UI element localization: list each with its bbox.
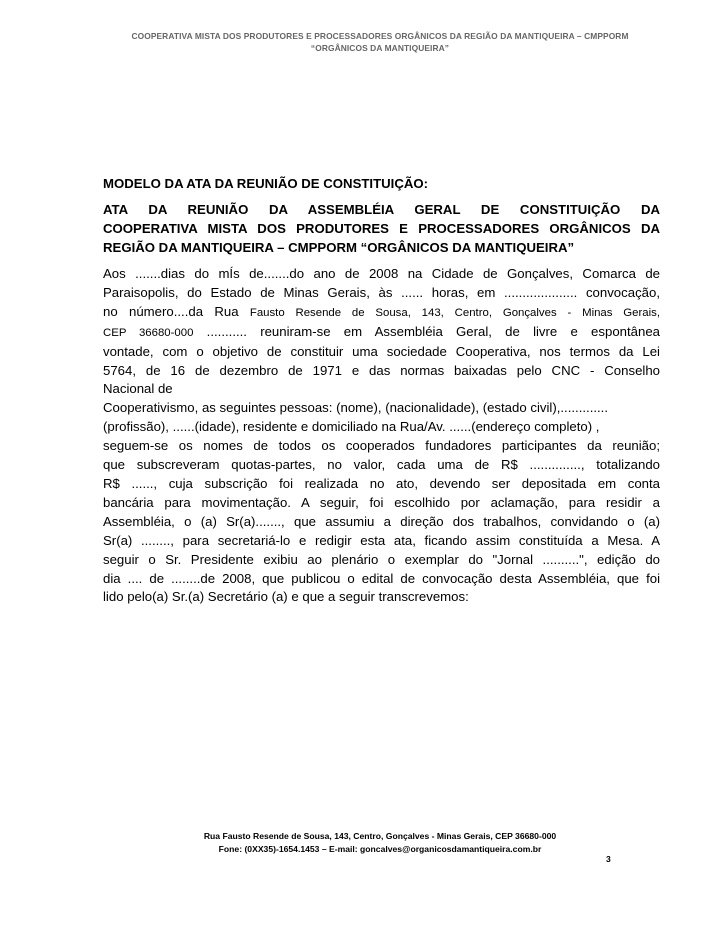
body-line-part: ........... reuniram-se em Assembléia Geral, de livre e espontânea	[206, 323, 660, 339]
body-line: (profissão), ......(idade), residente e domiciliado na Rua/Av. ......(endereço completo) ,	[103, 419, 600, 435]
body-line	[103, 303, 660, 323]
footer-contact: Fone: (0XX35)-1654.1453 – E-mail: goncalves@organicosdamantiqueira.com.br	[218, 843, 542, 854]
body-line	[103, 323, 660, 343]
body-line: Assembléia, o (a) Sr(a)......., que assumiu a direção dos trabalhos, convidando o (a)	[103, 513, 660, 529]
body-line: R$ ......, cuja subscrição foi realizada no ato, devendo ser depositada em conta	[103, 475, 660, 491]
ata-title-line: ATA DA REUNIÃO DA ASSEMBLÉIA GERAL DE CONSTITUIÇÃO DA	[103, 202, 660, 217]
body-line: seguem-se os nomes de todos os cooperados fundadores participantes da reunião;	[103, 438, 660, 454]
address-inline: Fausto Resende de Sousa, 143, Centro, Gonçalves - Minas Gerais,	[249, 306, 660, 319]
page-number: 3	[606, 854, 611, 864]
cep-inline: CEP 36680-000	[103, 326, 194, 339]
section-title: MODELO DA ATA DA REUNIÃO DE CONSTITUIÇÃO:	[103, 176, 429, 191]
body-line: lido pelo(a) Sr.(a) Secretário (a) e que a seguir transcrevemos:	[103, 589, 469, 605]
ata-title	[103, 201, 660, 257]
body-line: vontade, com o objetivo de constituir uma sociedade Cooperativa, nos termos da Lei	[103, 343, 660, 359]
header-organization-alias: “ORGÂNICOS DA MANTIQUEIRA”	[310, 43, 450, 53]
body-line: Aos .......dias do mÍs de.......do ano de 2008 na Cidade de Gonçalves, Comarca de	[103, 266, 660, 281]
ata-body	[103, 265, 660, 607]
body-line: Nacional de	[103, 381, 173, 397]
ata-title-line: COOPERATIVA MISTA DOS PRODUTORES E PROCESSADORES ORGÂNICOS DA	[103, 220, 660, 236]
footer-address: Rua Fausto Resende de Sousa, 143, Centro, Gonçalves - Minas Gerais, CEP 36680-000	[203, 831, 557, 841]
body-line: bancária para movimentação. A seguir, foi escolhido por aclamação, para residir a	[103, 494, 660, 510]
ata-title-line: REGIÃO DA MANTIQUEIRA – CMPPORM “ORGÂNICOS DA MANTIQUEIRA”	[103, 239, 575, 255]
body-line: Paraisopolis, do Estado de Minas Gerais, às ...... horas, em .................... convocação,	[103, 284, 660, 300]
header-organization-name: COOPERATIVA MISTA DOS PRODUTORES E PROCESSADORES ORGÂNICOS DA REGIÃO DA MANTIQUEIRA – CMPPORM	[131, 31, 629, 41]
body-line: seguir o Sr. Presidente exibiu ao plenário o exemplar do "Jornal ..........", edição do	[103, 551, 660, 567]
page-footer	[100, 830, 660, 855]
body-line: dia .... de ........de 2008, que publicou o edital de convocação desta Assembléia, que foi	[103, 570, 660, 586]
body-line: Cooperativismo, as seguintes pessoas: (nome), (nacionalidade), (estado civil),.............	[103, 400, 609, 416]
body-line-part: no número....da Rua	[103, 303, 239, 319]
body-line: 5764, de 16 de dezembro de 1971 e das normas baixadas pelo CNC - Conselho	[103, 362, 660, 378]
page-header	[100, 30, 660, 54]
body-line: Sr(a) ........, para secretariá-lo e redigir esta ata, ficando assim constituída a Mesa. A	[103, 532, 660, 548]
body-line: que subscreveram quotas-partes, no valor, cada uma de R$ .............., totalizando	[103, 457, 660, 473]
